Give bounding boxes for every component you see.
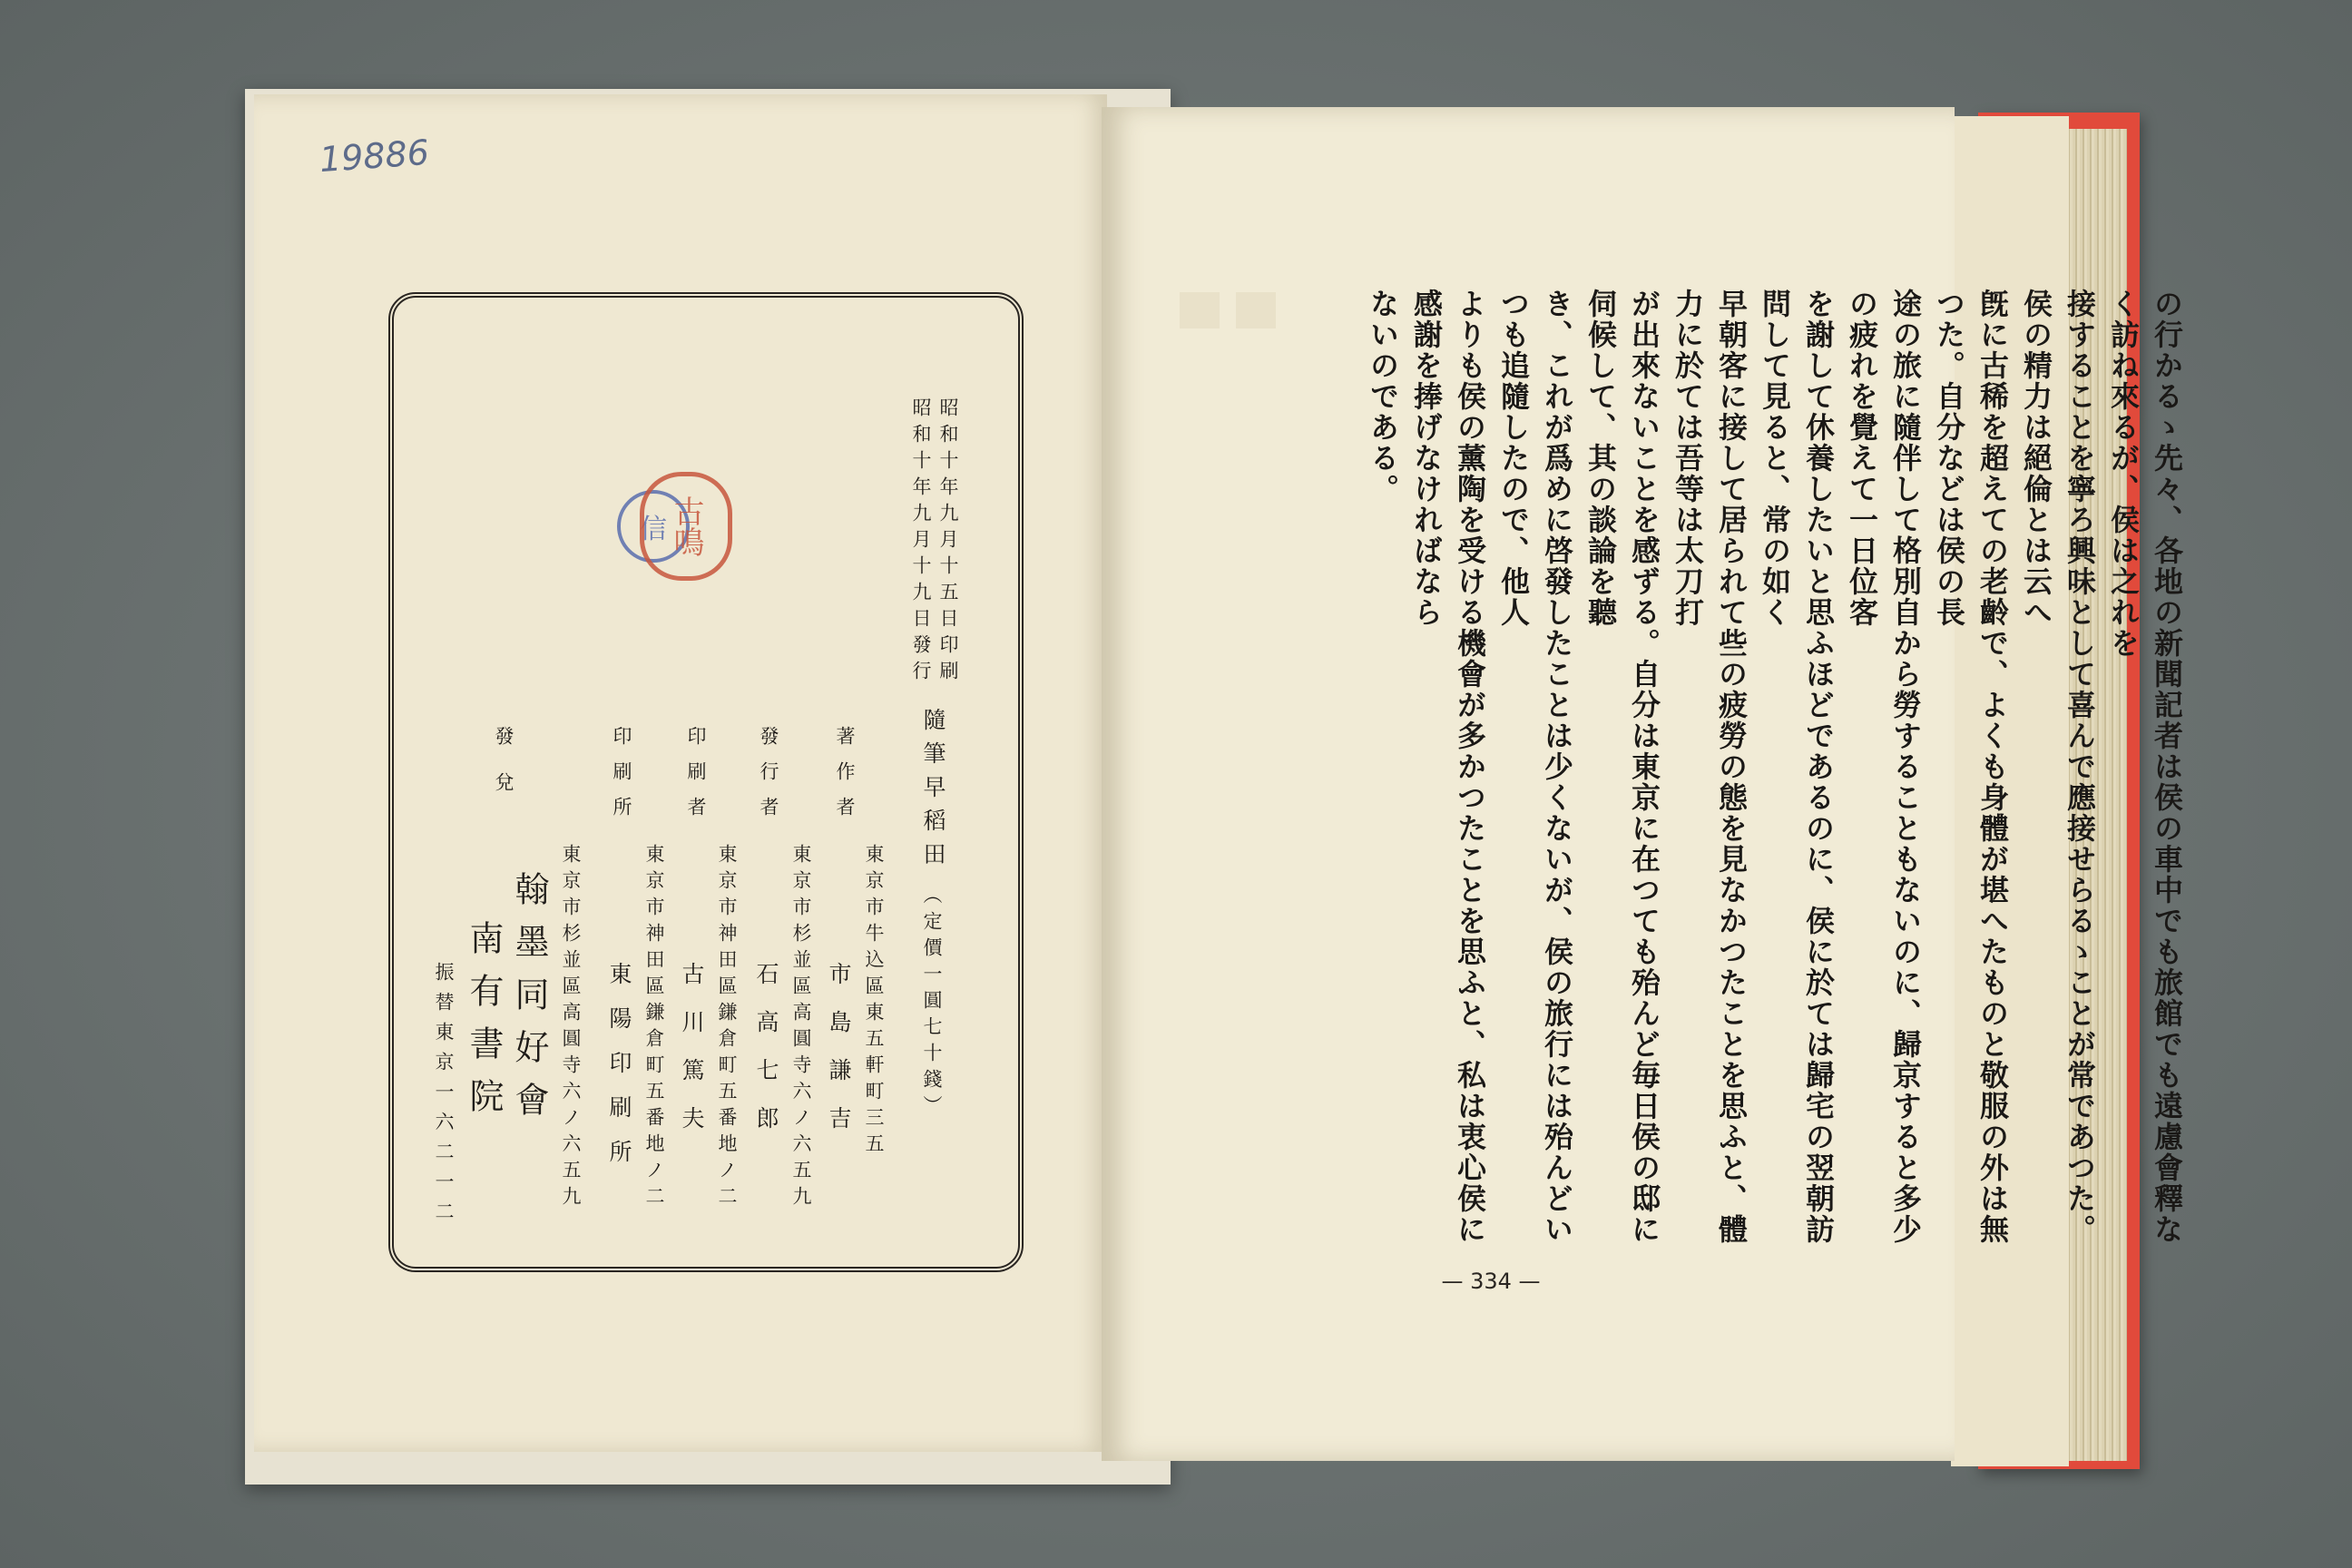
body-line: が出來ないことを感ずる。自分は東京に在つても殆んど毎日侯の邸に伺候して、其の談論を聽 [1583,289,1661,1245]
body-line: を謝して休養したいと思ふほどであるのに、侯に於ては歸宅の翌朝訪問して見ると、常の如く [1758,289,1836,1245]
body-line: ないのである。 [1366,289,1400,505]
body-line: き、これが爲めに啓發したことは少くないが、侯の旅行には殆んどいつも追隨したので、他人 [1496,289,1574,1245]
printer-address: 東京市神田區鎌倉町五番地ノ二 [716,844,738,1212]
press-name: 東陽印刷所 [606,962,632,1184]
body-line: の行かるゝ先々、各地の新聞記者は侯の車中でも旅館でも遠慮會釋なく訪ね來るが、侯は之れを [2106,289,2184,1245]
publisher-name-primary: 翰墨同好會 [509,871,549,1134]
printer-role: 印刷者 [685,726,707,832]
blue-library-seal: 信 [617,490,690,563]
page-number: — 334 — [1441,1269,1541,1294]
handwritten-accession-number: 19886 [318,132,431,181]
press-role: 印刷所 [611,726,632,832]
body-text [1361,289,2189,1269]
author-role: 著作者 [834,726,856,832]
issuer-name: 石高七郎 [753,962,779,1154]
publisher-role: 發兌 [493,726,514,818]
printer-name: 古川篤夫 [679,962,705,1154]
issuer-address: 東京市杉並區高圓寺六ノ六五九 [790,844,812,1212]
body-line: 早朝客に接して居られて些の疲勞の態を見なかつたことを思ふと、體力に於ては吾等は太刀打 [1671,289,1749,1245]
print-date: 昭和十年九月十五日印刷 [937,397,959,687]
issuer-role: 發行者 [758,726,779,832]
body-line: よりも侯の薰陶を受ける機會が多かつたことを思ふと、私は衷心侯に感謝を捧げなければなら [1409,289,1487,1245]
price: （定價一圓七十錢） [921,885,943,1122]
show-through-mark [1180,292,1220,328]
publisher-name-secondary: 南有書院 [464,920,504,1131]
author-address: 東京市牛込區東五軒町三五 [863,844,885,1160]
publisher-address: 東京市杉並區高圓寺六ノ六五九 [560,844,582,1212]
publish-date: 昭和十年九月十九日發行 [910,397,932,687]
body-line: 途の旅に隨伴して格別自から勞することもないのに、歸京すると多少の疲れを覺えて一日位客 [1845,289,1923,1245]
press-address: 東京市神田區鎌倉町五番地ノ二 [643,844,665,1212]
body-line: 接することを寧ろ興味として喜んで應接せらるゝことが常であつた。侯の精力は絕倫とは云へ [2019,289,2097,1245]
body-line: 旣に古稀を超えての老齡で、よくも身體が堪へたものと敬服の外は無つた。自分などは侯の長 [1932,289,2010,1245]
book-title: 隨筆早稻田 [920,708,946,876]
show-through-mark [1236,292,1276,328]
red-library-seal: 古鳴 [640,472,732,581]
transfer-account: 振替東京一六二一二 [433,962,455,1231]
author-name: 市島謙吉 [826,962,852,1154]
